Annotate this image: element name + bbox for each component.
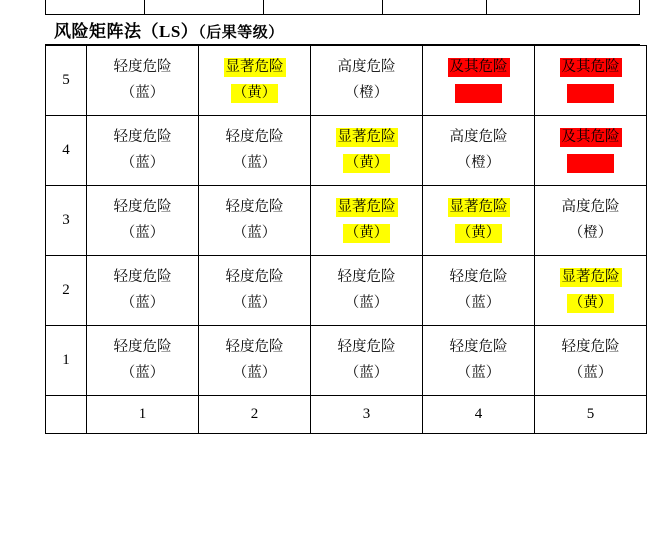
matrix-row xyxy=(46,116,647,186)
likelihood-label: 5 xyxy=(535,396,647,434)
matrix-cell xyxy=(535,46,647,116)
matrix-row xyxy=(46,186,647,256)
matrix-cell xyxy=(87,256,199,326)
matrix-cell-content xyxy=(87,128,198,172)
matrix-row xyxy=(46,256,647,326)
risk-color-label: （黄） xyxy=(344,155,389,171)
matrix-cell-content xyxy=(535,128,646,172)
matrix-cell-content xyxy=(423,198,534,242)
matrix-cell-content xyxy=(87,338,198,382)
fragment-cell xyxy=(264,0,383,14)
risk-color-label: （蓝） xyxy=(568,365,613,381)
matrix-footer-row xyxy=(46,396,647,434)
likelihood-label: 3 xyxy=(311,396,423,434)
severity-label: 4 xyxy=(46,116,87,186)
matrix-corner-cell xyxy=(46,396,87,434)
fragment-cell xyxy=(145,0,264,14)
risk-level-label: 轻度危险 xyxy=(337,339,396,356)
risk-color-label: （蓝） xyxy=(456,365,501,381)
risk-color-label: （橙） xyxy=(568,225,613,241)
risk-color-label: （橙） xyxy=(456,155,501,171)
matrix-cell xyxy=(87,186,199,256)
severity-label: 3 xyxy=(46,186,87,256)
risk-color-label: （红） xyxy=(568,155,613,171)
risk-level-label: 轻度危险 xyxy=(113,59,172,76)
risk-color-label: （蓝） xyxy=(120,85,165,101)
matrix-row xyxy=(46,46,647,116)
matrix-cell xyxy=(423,256,535,326)
matrix-cell xyxy=(87,116,199,186)
preceding-table-row-fragment xyxy=(45,0,640,15)
matrix-cell-content xyxy=(535,268,646,312)
risk-color-label: （蓝） xyxy=(120,295,165,311)
matrix-cell-content xyxy=(311,198,422,242)
matrix-cell-content xyxy=(423,128,534,172)
risk-color-label: （蓝） xyxy=(232,365,277,381)
matrix-cell xyxy=(87,326,199,396)
matrix-cell xyxy=(423,326,535,396)
fragment-cell xyxy=(487,0,639,14)
matrix-cell-content xyxy=(311,268,422,312)
matrix-cell-content xyxy=(199,338,310,382)
matrix-cell xyxy=(535,256,647,326)
risk-color-label: （蓝） xyxy=(232,155,277,171)
likelihood-label: 2 xyxy=(199,396,311,434)
matrix-cell xyxy=(311,46,423,116)
risk-color-label: （蓝） xyxy=(344,295,389,311)
risk-color-label: （蓝） xyxy=(456,295,501,311)
matrix-cell-content xyxy=(199,198,310,242)
risk-level-label: 轻度危险 xyxy=(225,269,284,286)
risk-color-label: （蓝） xyxy=(120,365,165,381)
fragment-cell xyxy=(383,0,487,14)
risk-level-label: 轻度危险 xyxy=(449,339,508,356)
matrix-cell xyxy=(199,326,311,396)
matrix-cell-content xyxy=(87,58,198,102)
matrix-cell xyxy=(199,116,311,186)
risk-color-label: （蓝） xyxy=(120,155,165,171)
matrix-cell xyxy=(535,116,647,186)
risk-color-label: （黄） xyxy=(232,85,277,101)
matrix-cell-content xyxy=(311,58,422,102)
matrix-cell xyxy=(535,326,647,396)
risk-level-label: 轻度危险 xyxy=(225,199,284,216)
risk-level-label: 轻度危险 xyxy=(561,339,620,356)
section-title-main: 风险矩阵法（LS） xyxy=(54,22,199,41)
matrix-cell-content xyxy=(311,338,422,382)
severity-label: 2 xyxy=(46,256,87,326)
risk-color-label: （橙） xyxy=(344,85,389,101)
matrix-cell xyxy=(311,326,423,396)
matrix-cell-content xyxy=(199,128,310,172)
risk-color-label: （黄） xyxy=(568,295,613,311)
matrix-cell-content xyxy=(199,58,310,102)
risk-level-label: 轻度危险 xyxy=(225,339,284,356)
matrix-cell-content xyxy=(535,58,646,102)
severity-label: 5 xyxy=(46,46,87,116)
likelihood-label: 1 xyxy=(87,396,199,434)
risk-level-label: 及其危险 xyxy=(561,59,620,76)
risk-level-label: 高度危险 xyxy=(337,59,396,76)
risk-level-label: 显著危险 xyxy=(449,199,508,216)
risk-matrix-table xyxy=(45,45,647,434)
fragment-cell xyxy=(46,0,145,14)
risk-level-label: 轻度危险 xyxy=(449,269,508,286)
matrix-cell-content xyxy=(423,58,534,102)
risk-color-label: （蓝） xyxy=(232,295,277,311)
matrix-cell-content xyxy=(535,338,646,382)
matrix-cell xyxy=(423,46,535,116)
matrix-cell xyxy=(311,186,423,256)
matrix-cell xyxy=(199,46,311,116)
risk-level-label: 显著危险 xyxy=(561,269,620,286)
risk-level-label: 高度危险 xyxy=(449,129,508,146)
risk-level-label: 轻度危险 xyxy=(113,199,172,216)
matrix-cell-content xyxy=(87,198,198,242)
matrix-cell xyxy=(423,116,535,186)
risk-level-label: 轻度危险 xyxy=(113,339,172,356)
risk-level-label: 显著危险 xyxy=(337,199,396,216)
matrix-cell xyxy=(199,186,311,256)
matrix-cell-content xyxy=(535,198,646,242)
matrix-cell-content xyxy=(87,268,198,312)
matrix-cell xyxy=(423,186,535,256)
matrix-cell xyxy=(535,186,647,256)
risk-level-label: 显著危险 xyxy=(337,129,396,146)
risk-level-label: 及其危险 xyxy=(449,59,508,76)
section-title xyxy=(54,17,284,42)
matrix-row xyxy=(46,326,647,396)
matrix-cell xyxy=(199,256,311,326)
risk-level-label: 轻度危险 xyxy=(113,129,172,146)
risk-color-label: （红） xyxy=(568,85,613,101)
risk-color-label: （蓝） xyxy=(232,225,277,241)
risk-level-label: 显著危险 xyxy=(225,59,284,76)
likelihood-label: 4 xyxy=(423,396,535,434)
risk-color-label: （黄） xyxy=(456,225,501,241)
risk-color-label: （黄） xyxy=(344,225,389,241)
risk-color-label: （蓝） xyxy=(120,225,165,241)
risk-color-label: （蓝） xyxy=(344,365,389,381)
matrix-cell-content xyxy=(311,128,422,172)
matrix-cell xyxy=(87,46,199,116)
risk-level-label: 轻度危险 xyxy=(225,129,284,146)
matrix-cell xyxy=(311,116,423,186)
risk-level-label: 及其危险 xyxy=(561,129,620,146)
risk-color-label: （红） xyxy=(456,85,501,101)
section-title-sub: （后果等级） xyxy=(198,25,284,41)
matrix-cell-content xyxy=(423,338,534,382)
matrix-cell-content xyxy=(199,268,310,312)
risk-level-label: 高度危险 xyxy=(561,199,620,216)
risk-level-label: 轻度危险 xyxy=(337,269,396,286)
severity-label: 1 xyxy=(46,326,87,396)
risk-level-label: 轻度危险 xyxy=(113,269,172,286)
matrix-cell xyxy=(311,256,423,326)
matrix-cell-content xyxy=(423,268,534,312)
